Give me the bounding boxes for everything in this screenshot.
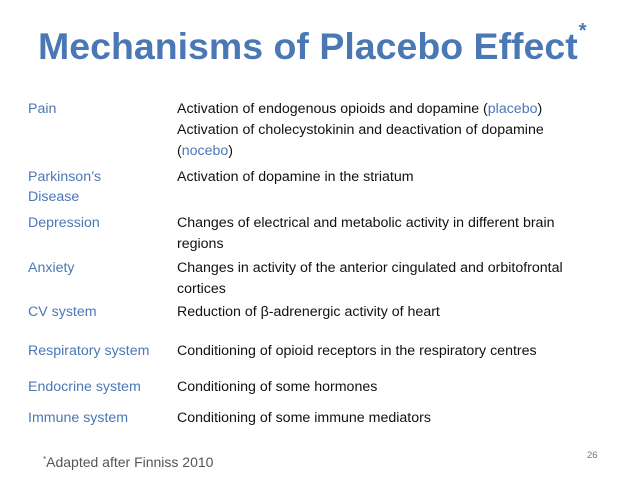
footnote-text: Adapted after Finniss 2010 (46, 454, 214, 470)
row-description (177, 377, 617, 398)
row-description (177, 99, 617, 162)
title-footnote-marker: * (578, 20, 587, 42)
row-description (177, 258, 617, 300)
row-description-line: Conditioning of some immune mediators (177, 410, 431, 426)
row-description (177, 213, 617, 255)
row-label (28, 99, 173, 119)
row-label (28, 408, 173, 428)
row-description-line: Activation of endogenous opioids and dopamine (placebo) (177, 101, 543, 117)
row-label-line: Disease (28, 189, 80, 205)
row-label (28, 341, 173, 361)
row-description-line: Reduction of β-adrenergic activity of heart (177, 304, 440, 320)
row-description-line: Conditioning of some hormones (177, 379, 378, 395)
row-description-line: Changes in activity of the anterior cingulated and orbitofrontal (177, 260, 563, 276)
row-label (28, 258, 173, 278)
row-description-line: regions (177, 236, 224, 252)
row-label-line: Anxiety (28, 260, 75, 276)
row-description (177, 341, 617, 362)
row-label-line: Parkinson’s (28, 169, 102, 185)
row-label-line: Depression (28, 215, 100, 231)
row-label-line: Endocrine system (28, 379, 141, 395)
row-label-line: Respiratory system (28, 343, 150, 359)
row-description (177, 302, 617, 323)
footnote-marker: * (43, 455, 47, 464)
footnote (43, 453, 213, 471)
row-description (177, 167, 617, 188)
row-description-line: Activation of dopamine in the striatum (177, 169, 414, 185)
row-description-line: cortices (177, 281, 226, 297)
row-description-line: Conditioning of opioid receptors in the respiratory centres (177, 343, 537, 359)
placebo-highlight: placebo (487, 101, 538, 117)
row-description-line: (nocebo) (177, 143, 234, 159)
row-label-line: Pain (28, 101, 57, 117)
row-label-line: CV system (28, 304, 97, 320)
row-label (28, 167, 173, 207)
page-title-text: Mechanisms of Placebo Effect (38, 25, 578, 67)
page-title (38, 20, 587, 68)
nocebo-highlight: nocebo (181, 143, 229, 159)
row-description-line: Activation of cholecystokinin and deactivation of dopamine (177, 122, 544, 138)
row-label (28, 377, 173, 397)
row-description-line: Changes of electrical and metabolic activity in different brain (177, 215, 555, 231)
row-label (28, 302, 173, 322)
row-label-line: Immune system (28, 410, 129, 426)
page-number: 26 (587, 450, 598, 461)
row-description (177, 408, 617, 429)
row-label (28, 213, 173, 233)
